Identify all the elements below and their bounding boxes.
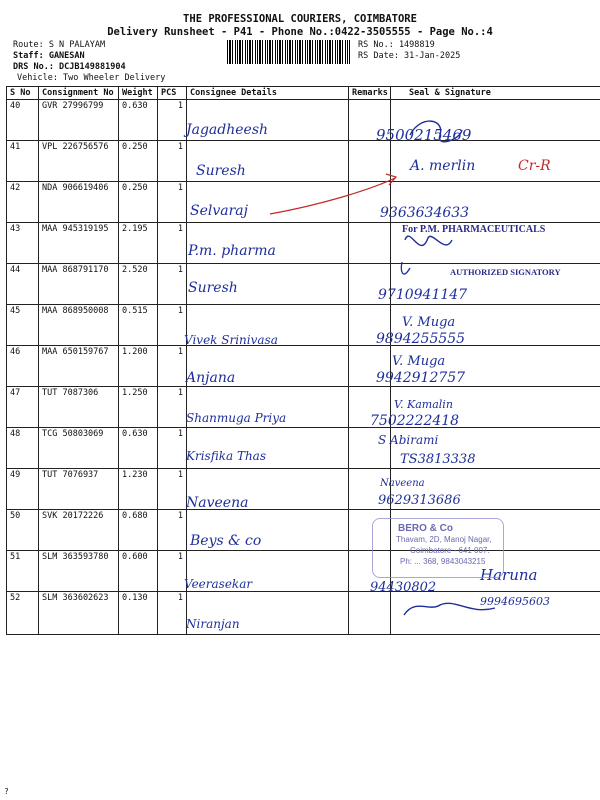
- table-row: [7, 305, 600, 346]
- handwritten-name: Jagadheesh: [186, 122, 269, 138]
- cell-consignment: SLM 363593780: [39, 551, 119, 592]
- col-pcs: PCS: [158, 87, 187, 100]
- cell-consignment: VPL 226756576: [39, 141, 119, 182]
- cell-sno: 45: [7, 305, 39, 346]
- cell-consignment: TUT 7076937: [39, 469, 119, 510]
- signature: V. Muga: [402, 315, 456, 330]
- cell-sno: 42: [7, 182, 39, 223]
- cell-consignment: TUT 7087306: [39, 387, 119, 428]
- handwritten-phone: 9500215469: [376, 126, 472, 144]
- handwritten-name: Anjana: [186, 370, 236, 386]
- cell-consignment: MAA 868950008: [39, 305, 119, 346]
- cell-consignment: MAA 945319195: [39, 223, 119, 264]
- bero-stamp-name: BERO & Co: [398, 523, 453, 534]
- handwritten-name: Beys & co: [190, 533, 262, 549]
- cell-weight: 0.130: [119, 592, 158, 635]
- cell-pcs: 1: [158, 141, 187, 182]
- signature: V. Kamalin: [394, 398, 453, 411]
- cell-consignment: GVR 27996799: [39, 100, 119, 141]
- handwritten-phone: 9894255555: [376, 331, 466, 347]
- runsheet-subtitle: Delivery Runsheet - P41 - Phone No.:0422-3505555 - Page No.:4: [107, 26, 493, 38]
- cell-consignment: MAA 650159767: [39, 346, 119, 387]
- handwritten-name: Krisfika Thas: [186, 449, 266, 463]
- cell-sno: 51: [7, 551, 39, 592]
- signature: S Abirami: [378, 433, 439, 447]
- corner-mark: ?: [4, 787, 9, 796]
- cell-pcs: 1: [158, 100, 187, 141]
- cell-sno: 40: [7, 100, 39, 141]
- cell-pcs: 1: [158, 469, 187, 510]
- col-seal: Seal & Signature: [391, 87, 600, 100]
- handwritten-name: Selvaraj: [190, 203, 248, 219]
- cell-pcs: 1: [158, 305, 187, 346]
- table-row: [7, 182, 600, 223]
- handwritten-name: P.m. pharma: [188, 243, 276, 259]
- runsheet-table: [6, 86, 600, 635]
- vehicle-label: Vehicle: Two Wheeler Delivery: [17, 73, 166, 83]
- signature-red-mark: Cr-R: [518, 158, 551, 174]
- handwritten-phone: 7502222418: [370, 413, 460, 429]
- cell-weight: 2.195: [119, 223, 158, 264]
- handwritten-name: Suresh: [188, 280, 238, 296]
- col-consignee: Consignee Details: [187, 87, 349, 100]
- handwritten-phone: 94430802: [370, 580, 437, 595]
- cell-consignment: TCG 50803069: [39, 428, 119, 469]
- cell-weight: 0.630: [119, 428, 158, 469]
- signature: Haruna: [480, 566, 538, 584]
- cell-sno: 50: [7, 510, 39, 551]
- barcode: [227, 40, 350, 64]
- col-sno: S No: [7, 87, 39, 100]
- col-remarks: Remarks: [349, 87, 391, 100]
- handwritten-phone: 9994695603: [480, 595, 550, 608]
- cell-sno: 44: [7, 264, 39, 305]
- cell-weight: 0.600: [119, 551, 158, 592]
- cell-weight: 1.200: [119, 346, 158, 387]
- handwritten-name: Naveena: [186, 495, 249, 511]
- cell-sno: 52: [7, 592, 39, 635]
- handwritten-phone: 9942912757: [376, 370, 466, 386]
- cell-pcs: 1: [158, 346, 187, 387]
- cell-weight: 0.250: [119, 141, 158, 182]
- cell-pcs: 1: [158, 592, 187, 635]
- cell-weight: 1.250: [119, 387, 158, 428]
- pm-stamp-line1: For P.M. PHARMACEUTICALS: [402, 224, 546, 235]
- cell-weight: 0.250: [119, 182, 158, 223]
- table-header-row: [7, 87, 600, 100]
- cell-weight: 0.680: [119, 510, 158, 551]
- cell-consignment: SVK 20172226: [39, 510, 119, 551]
- cell-sno: 47: [7, 387, 39, 428]
- cell-weight: 1.230: [119, 469, 158, 510]
- cell-consignment: SLM 363602623: [39, 592, 119, 635]
- table-row: [7, 387, 600, 428]
- table-row: [7, 510, 600, 551]
- signature: A. merlin: [410, 158, 476, 174]
- table-row: [7, 428, 600, 469]
- handwritten-name: Shanmuga Priya: [186, 411, 287, 425]
- cell-remarks: [349, 141, 391, 182]
- cell-pcs: 1: [158, 428, 187, 469]
- cell-weight: 2.520: [119, 264, 158, 305]
- company-title: THE PROFESSIONAL COURIERS, COIMBATORE: [183, 13, 417, 25]
- col-consignment: Consignment No: [39, 87, 119, 100]
- handwritten-phone: TS3813338: [400, 452, 476, 467]
- cell-pcs: 1: [158, 182, 187, 223]
- handwritten-name: Veerasekar: [184, 577, 253, 591]
- bero-stamp-line2: Coimbatore - 641 007.: [410, 546, 490, 555]
- handwritten-name: Niranjan: [186, 617, 240, 631]
- staff-label: Staff: GANESAN: [13, 51, 85, 61]
- handwritten-name: Suresh: [196, 163, 246, 179]
- cell-consignment: MAA 868791170: [39, 264, 119, 305]
- rs-date: RS Date: 31-Jan-2025: [358, 51, 461, 61]
- cell-pcs: 1: [158, 387, 187, 428]
- cell-sno: 49: [7, 469, 39, 510]
- table-row: [7, 469, 600, 510]
- cell-sno: 41: [7, 141, 39, 182]
- pm-stamp-line2: AUTHORIZED SIGNATORY: [450, 267, 561, 277]
- signature: Naveena: [380, 478, 425, 489]
- col-weight: Weight: [119, 87, 158, 100]
- cell-consignment: NDA 906619406: [39, 182, 119, 223]
- cell-pcs: 1: [158, 551, 187, 592]
- table-row: [7, 141, 600, 182]
- bero-stamp-line3: Ph: ... 368, 9843043215: [400, 557, 486, 566]
- cell-pcs: 1: [158, 223, 187, 264]
- cell-remarks: [349, 223, 391, 264]
- cell-pcs: 1: [158, 264, 187, 305]
- cell-remarks: [349, 592, 391, 635]
- handwritten-phone: 9710941147: [378, 287, 468, 303]
- cell-pcs: 1: [158, 510, 187, 551]
- table-row: [7, 100, 600, 141]
- cell-weight: 0.515: [119, 305, 158, 346]
- handwritten-name: Vivek Srinivasa: [184, 333, 278, 347]
- table-row: [7, 346, 600, 387]
- route-label: Route: S N PALAYAM: [13, 40, 106, 50]
- cell-sno: 43: [7, 223, 39, 264]
- cell-sno: 48: [7, 428, 39, 469]
- bero-stamp-line1: Thavam, 2D, Manoj Nagar,: [396, 535, 492, 544]
- handwritten-phone: 9629313686: [378, 493, 461, 508]
- cell-weight: 0.630: [119, 100, 158, 141]
- signature: V. Muga: [392, 354, 446, 369]
- rs-number: RS No.: 1498819: [358, 40, 435, 50]
- cell-sno: 46: [7, 346, 39, 387]
- handwritten-phone: 9363634633: [380, 205, 470, 221]
- drs-number: DRS No.: DCJB149881904: [13, 62, 126, 72]
